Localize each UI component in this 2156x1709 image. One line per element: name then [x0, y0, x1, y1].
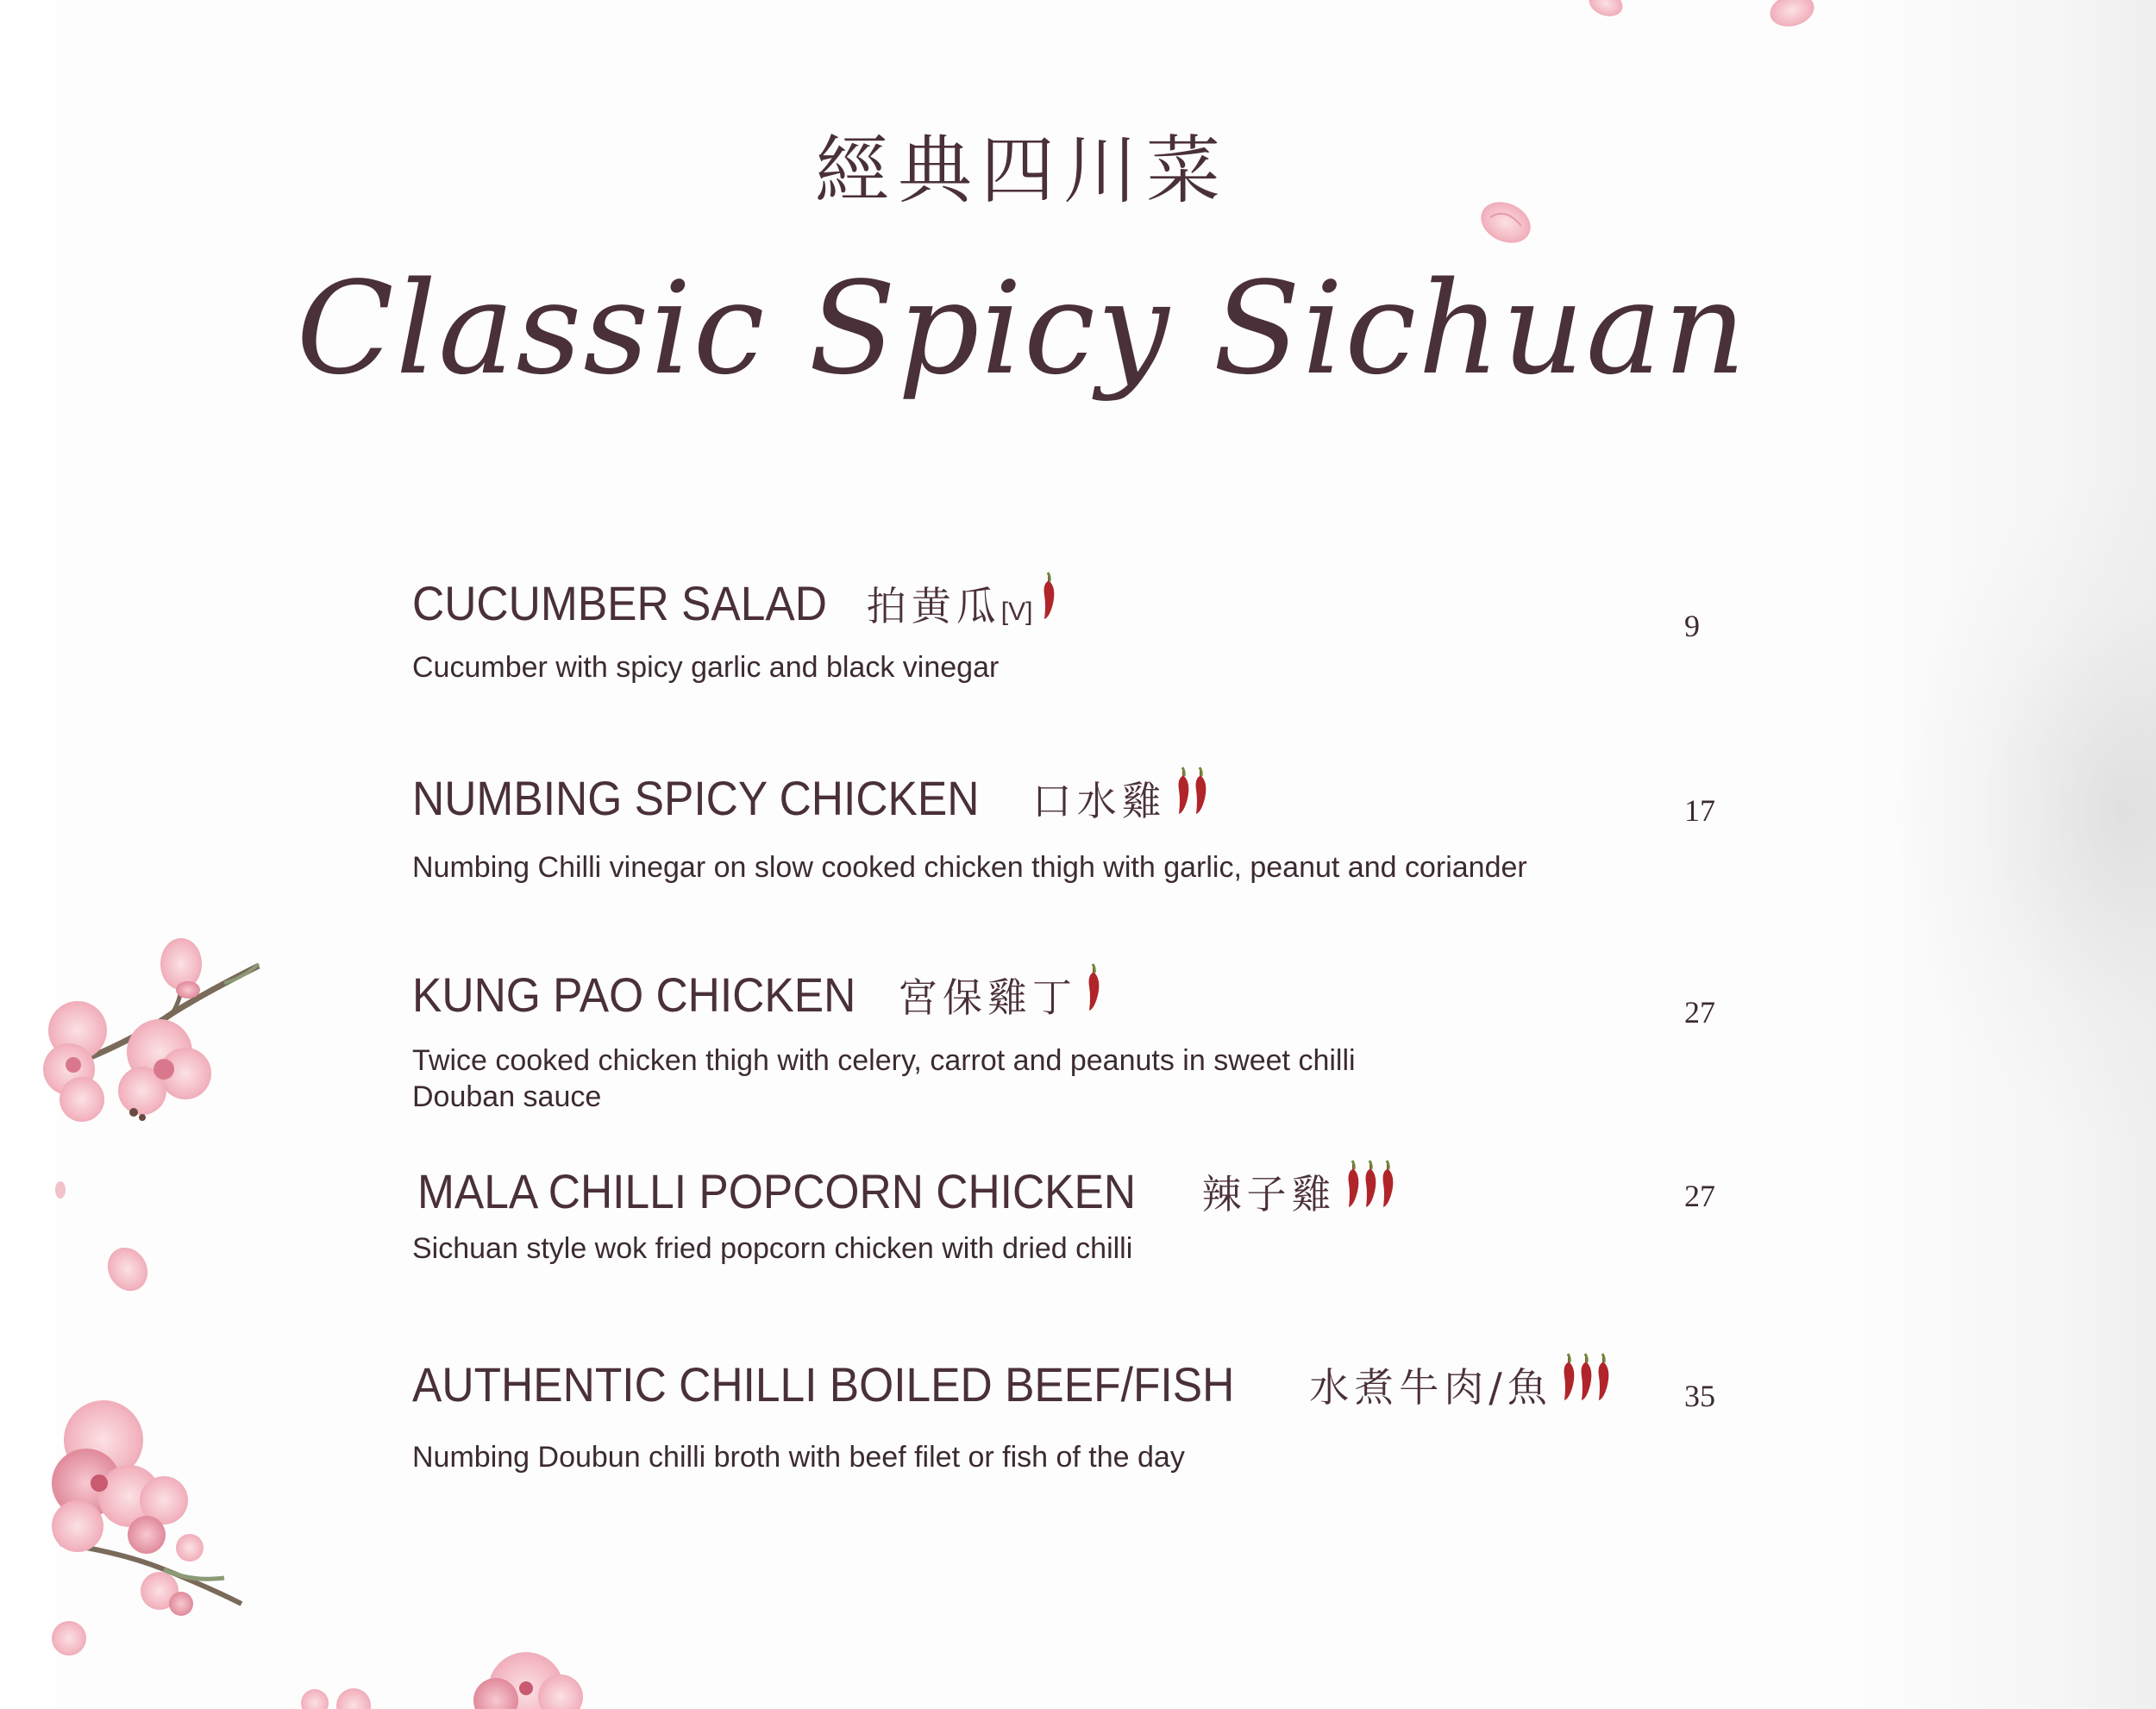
item-name	[412, 576, 1740, 630]
item-name	[412, 967, 1740, 1022]
falling-petal-icon	[1585, 0, 1626, 21]
cherry-blossom-branch	[43, 938, 259, 1122]
item-name-cn: 口水雞	[1031, 778, 1167, 824]
item-description: Numbing Doubun chilli broth with beef filet or fish of the day	[412, 1441, 1185, 1474]
item-name-cn: 水煮牛肉/魚	[1309, 1364, 1552, 1411]
item-name-en: NUMBING SPICY CHICKEN	[412, 771, 980, 825]
chilli-icon	[1174, 766, 1212, 823]
cherry-blossom-cluster	[52, 1400, 241, 1656]
item-description-line: Twice cooked chicken thigh with celery, carrot and peanuts in sweet chilli	[412, 1044, 1356, 1077]
item-description: Numbing Chilli vinegar on slow cooked chicken thigh with garlic, peanut and coriander	[412, 851, 1527, 884]
falling-petal-icon	[100, 1240, 155, 1298]
item-description-line: Douban sauce	[412, 1080, 602, 1113]
vegetarian-tag: [V]	[1000, 598, 1033, 626]
chilli-icon	[1559, 1352, 1614, 1410]
section-title-script: Classic Spicy Sichuan	[296, 254, 1748, 403]
item-name-en: KUNG PAO CHICKEN	[412, 967, 856, 1022]
falling-petal-icon	[1766, 0, 1818, 31]
chilli-icon	[1084, 962, 1103, 1020]
menu-item	[412, 967, 1740, 1115]
menu-item	[412, 1357, 1878, 1475]
item-name	[412, 771, 1740, 825]
item-name-en: AUTHENTIC CHILLI BOILED BEEF/FISH	[412, 1357, 1235, 1412]
falling-petal-icon	[55, 1181, 66, 1199]
menu-item	[412, 771, 1740, 886]
item-price: 9	[1684, 609, 1700, 643]
menu-item	[412, 576, 1740, 685]
item-description: Sichuan style wok fried popcorn chicken with dried chilli	[412, 1232, 1133, 1265]
item-name-en: CUCUMBER SALAD	[412, 576, 827, 630]
item-name-cn: 拍黄瓜	[866, 583, 1001, 629]
item-price: 35	[1684, 1379, 1715, 1413]
chilli-icon	[1039, 571, 1058, 629]
item-description: Cucumber with spicy garlic and black vinegar	[412, 651, 1000, 684]
section-title-chinese: 經典四川菜	[815, 128, 1229, 214]
cherry-blossom-cluster	[301, 1652, 583, 1709]
item-price: 27	[1684, 995, 1715, 1030]
item-name-cn: 宮保雞丁	[898, 974, 1078, 1021]
item-description	[412, 1042, 1533, 1115]
chilli-icon	[1344, 1159, 1399, 1217]
item-price: 17	[1684, 793, 1715, 828]
item-name-cn: 辣子雞	[1201, 1171, 1337, 1218]
item-name	[412, 1357, 1878, 1412]
item-price: 27	[1684, 1179, 1715, 1213]
item-name-en: MALA CHILLI POPCORN CHICKEN	[417, 1164, 1137, 1218]
menu-item	[412, 1164, 1745, 1267]
item-name	[417, 1164, 1745, 1218]
